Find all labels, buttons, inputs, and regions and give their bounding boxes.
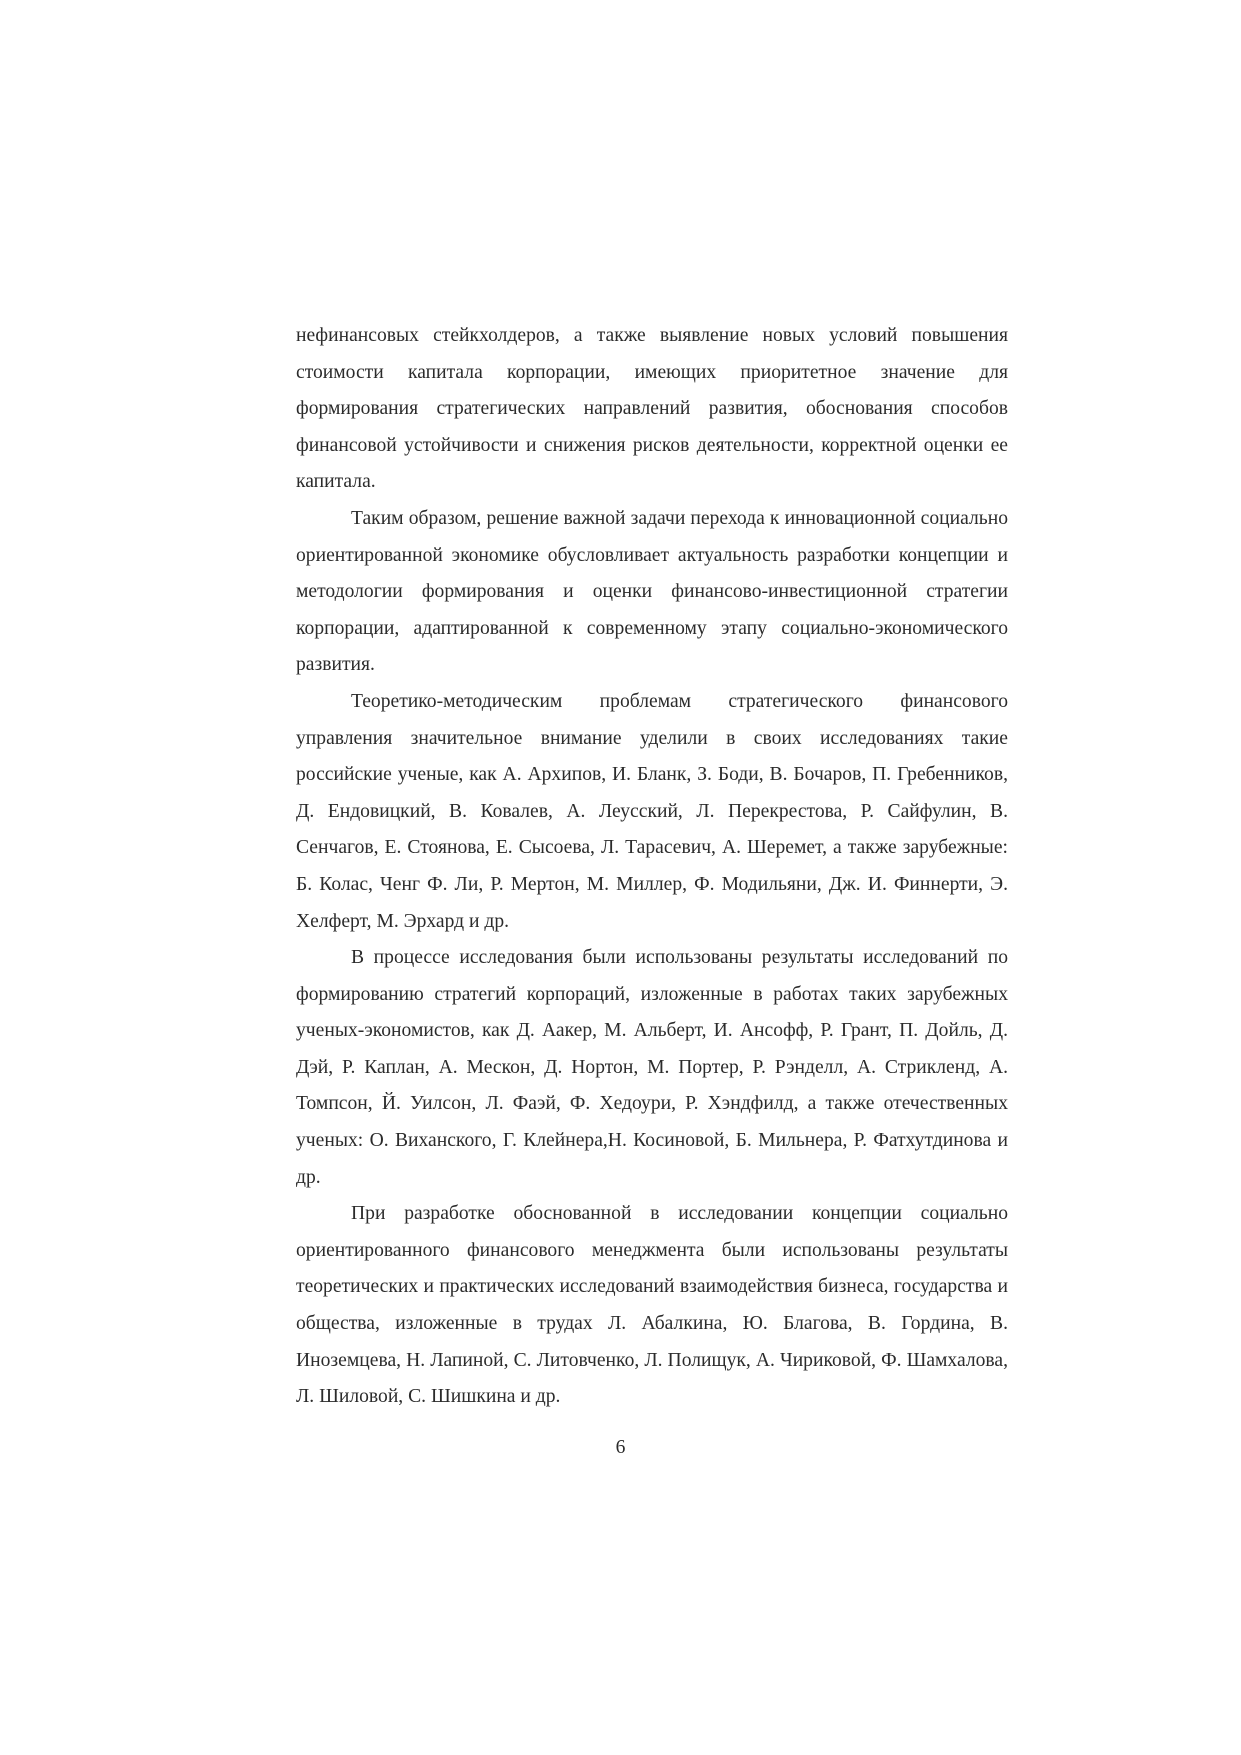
paragraph-1: нефинансовых стейкхолдеров, а также выявление новых условий повышения стоимости капитала корпорации, имеющих приоритетное значение для формирования стратегических направлений развития, обоснования способов финансовой устойчивости и снижения рисков деятельности, корректной оценки ее капитала. bbox=[296, 325, 1008, 493]
paragraph-4: В процессе исследования были использованы результаты исследований по формированию стратегий корпораций, изложенные в работах таких зарубежных ученых-экономистов, как Д. Аакер, М. Альберт, И. Ансофф, Р. Грант, П. Дойль, Д. Дэй, Р. Каплан, А. Мескон, Д. Нортон, М. Портер, Р. Рэнделл, А. Стрикленд, А. Томпсон, Й. Уилсон, Л. Фаэй, Ф. Хедоури, Р. Хэндфилд, а также отечественных ученых: О. Виханского, Г. Клейнера,Н. Косиновой, Б. Мильнера, Р. Фатхутдинова и др. bbox=[296, 947, 1008, 1188]
page-number: 6 bbox=[615, 1437, 626, 1458]
paragraph-3: Теоретико-методическим проблемам стратегического финансового управления значительное внимание уделили в своих исследованиях такие российские ученые, как А. Архипов, И. Бланк, З. Боди, В. Бочаров, П. Гребенников, Д. Ендовицкий, В. Ковалев, А. Леусский, Л. Перекрестова, Р. Сайфулин, В. Сенчагов, Е. Стоянова, Е. Сысоева, Л. Тарасевич, А. Шеремет, а также зарубежные: Б. Колас, Ченг Ф. Ли, Р. Мертон, М. Миллер, Ф. Модильяни, Дж. И. Финнерти, Э. Хелферт, М. Эрхард и др. bbox=[296, 690, 1008, 932]
paragraph-2: Таким образом, решение важной задачи перехода к инновационной социально ориентированной экономике обусловливает актуальность разработки концепции и методологии формирования и оценки финансово-инвестиционной стратегии корпорации, адаптированной к современному этапу социально-экономического развития. bbox=[296, 507, 1008, 676]
paragraph-5: При разработке обоснованной в исследовании концепции социально ориентированного финансового менеджмента были использованы результаты теоретических и практических исследований взаимодействия бизнеса, государства и общества, изложенные в трудах Л. Абалкина, Ю. Благова, В. Гордина, В. Иноземцева, Н. Лапиной, С. Литовченко, Л. Полищук, А. Чириковой, Ф. Шамхалова, Л. Шиловой, С. Шишкина и др. bbox=[296, 1203, 1008, 1408]
body-text bbox=[296, 318, 1008, 1416]
